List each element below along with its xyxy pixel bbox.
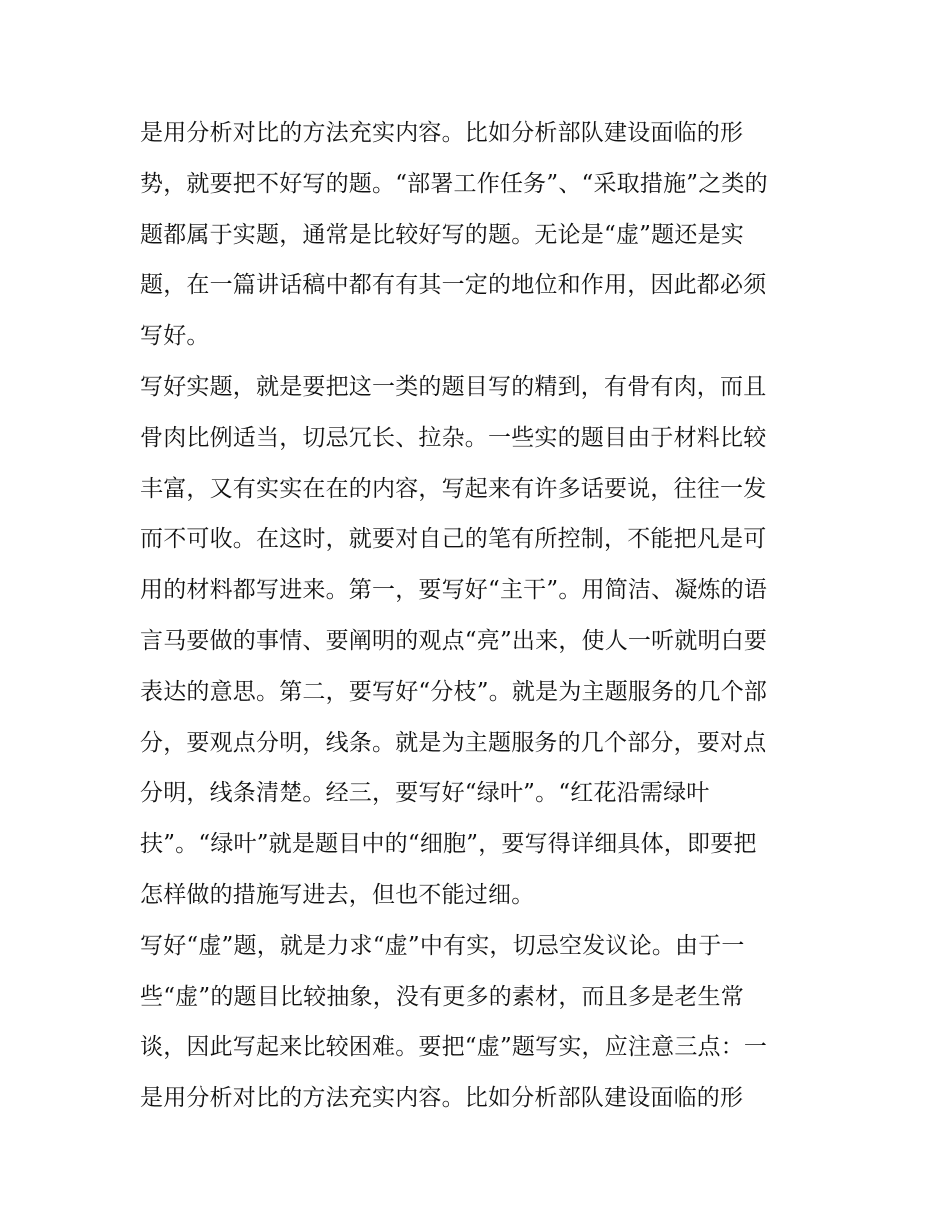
document-text <box>140 108 820 1124</box>
text-line: 分明，线条清楚。经三，要写好“绿叶”。“红花沿需绿叶 <box>140 780 710 807</box>
text-line: 题，在一篇讲话稿中都有有其一定的地位和作用，因此都必须 <box>140 272 767 299</box>
text-line: 丰富，又有实实在在的内容，写起来有许多话要说，往往一发 <box>140 475 767 502</box>
text-line: 写好实题，就是要把这一类的题目写的精到，有骨有肉，而且 <box>140 373 767 400</box>
text-line: 写好。 <box>140 323 210 350</box>
text-line: 扶”。“绿叶”就是题目中的“细胞”，要写得详细具体，即要把 <box>140 831 757 858</box>
text-line: 怎样做的措施写进去，但也不能过细。 <box>140 881 535 908</box>
text-line: 写好“虚”题，就是力求“虚”中有实，切忌空发议论。由于一 <box>140 932 745 959</box>
text-line: 些“虚”的题目比较抽象，没有更多的素材，而且多是老生常 <box>140 983 744 1010</box>
text-line: 题都属于实题，通常是比较好写的题。无论是“虚”题还是实 <box>140 221 744 248</box>
text-line: 谈，因此写起来比较困难。要把“虚”题写实，应注意三点：一 <box>140 1034 768 1061</box>
text-line: 言马要做的事情、要阐明的观点“亮”出来，使人一听就明白要 <box>140 627 768 654</box>
text-line: 骨肉比例适当，切忌冗长、拉杂。一些实的题目由于材料比较 <box>140 424 767 451</box>
text-line: 用的材料都写进来。第一，要写好“主干”。用简洁、凝炼的语 <box>140 577 768 604</box>
text-line: 势，就要把不好写的题。“部署工作任务”、“采取措施”之类的 <box>140 170 768 197</box>
text-line: 分，要观点分明，线条。就是为主题服务的几个部分，要对点 <box>140 729 767 756</box>
text-line: 表达的意思。第二，要写好“分枝”。就是为主题服务的几个部 <box>140 678 768 705</box>
text-line: 而不可收。在这时，就要对自己的笔有所控制，不能把凡是可 <box>140 526 767 553</box>
text-line: 是用分析对比的方法充实内容。比如分析部队建设面临的形 <box>140 120 744 146</box>
text-line: 是用分析对比的方法充实内容。比如分析部队建设面临的形 <box>140 1085 744 1112</box>
